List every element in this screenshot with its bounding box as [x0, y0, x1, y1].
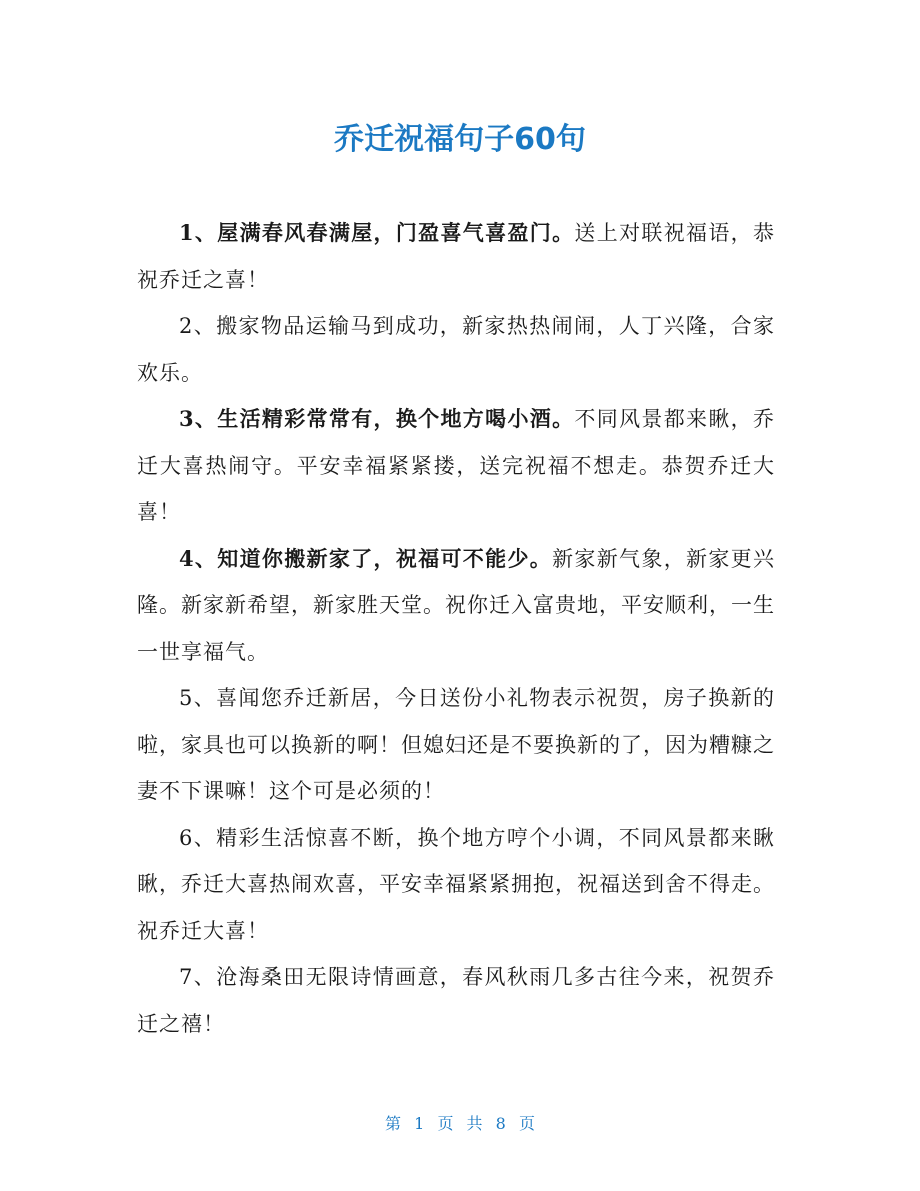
page-number-footer [0, 1112, 920, 1136]
paragraph-text: 新家新气象，新家更兴隆。新家新希望，新家胜天堂。祝你迁入富贵地，平安顺利，一生一世享福气。 [137, 546, 775, 664]
paragraph-7 [137, 954, 775, 1047]
paragraph-text: 7、沧海桑田无限诗情画意，春风秋雨几多古往今来，祝贺乔迁之禧！ [137, 965, 775, 1036]
footer-total-pages: 8 [495, 1114, 506, 1133]
paragraph-text: 送上对联祝福语，恭祝乔迁之喜！ [137, 221, 775, 292]
paragraph-2 [137, 303, 775, 396]
paragraph-1 [137, 210, 775, 303]
paragraph-text: 5、喜闻您乔迁新居，今日送份小礼物表示祝贺，房子换新的啦，家具也可以换新的啊！但媳妇还是不要换新的了，因为糟糠之妻不下课嘛！这个可是必须的！ [137, 686, 775, 803]
paragraph-4 [137, 536, 775, 676]
footer-prefix: 第 [385, 1114, 402, 1133]
paragraph-text: 不同风景都来瞅，乔迁大喜热闹守。平安幸福紧紧搂，送完祝福不想走。恭贺乔迁大喜！ [137, 407, 775, 524]
footer-page-word: 页 [437, 1114, 454, 1133]
paragraph-lead: 3、生活精彩常常有，换个地方喝小酒。 [179, 406, 575, 431]
footer-current-page: 1 [414, 1114, 425, 1133]
paragraph-lead: 1、屋满春风春满屋，门盈喜气喜盈门。 [179, 220, 575, 245]
paragraph-text: 6、精彩生活惊喜不断，换个地方哼个小调，不同风景都来瞅瞅，乔迁大喜热闹欢喜，平安幸福紧紧拥抱，祝福送到舍不得走。祝乔迁大喜！ [137, 825, 775, 943]
footer-suffix: 页 [518, 1114, 535, 1133]
paragraph-6 [137, 815, 775, 955]
paragraph-text: 2、搬家物品运输马到成功，新家热热闹闹，人丁兴隆，合家欢乐。 [137, 314, 775, 385]
paragraph-3 [137, 396, 775, 536]
document-body [137, 210, 775, 1047]
paragraph-lead: 4、知道你搬新家了，祝福可不能少。 [179, 545, 553, 571]
paragraph-5 [137, 675, 775, 815]
footer-total-word: 共 [466, 1114, 483, 1133]
page-title: 乔迁祝福句子60句 [334, 122, 586, 157]
